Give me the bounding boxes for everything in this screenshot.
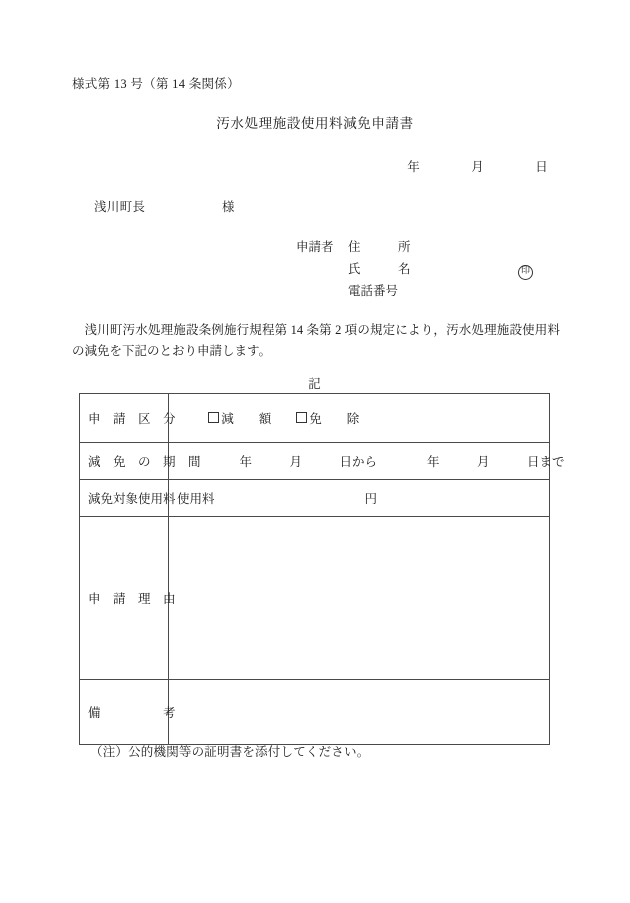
page-title: 汚水処理施設使用料減免申請書: [216, 116, 414, 131]
applicant-address-label: 住 所: [348, 240, 411, 254]
body-paragraph: 浅川町汚水処理施設条例施行規程第 14 条第 2 項の規定により，汚水処理施設使用料の減免を下記のとおり申請します。: [72, 323, 560, 358]
table-row: [80, 517, 550, 680]
applicant-phone-label: 電話番号: [348, 284, 399, 298]
date-line: 年 月 日: [407, 160, 548, 174]
table-row: [80, 394, 550, 443]
applicant-row-name: [296, 258, 533, 280]
row-label-reason: 申 請 理 由: [80, 517, 169, 680]
ki-marker: 記: [308, 377, 321, 391]
footnote: （注）公的機関等の証明書を添付してください。: [90, 745, 370, 759]
checkbox-label-exemption: 免 除: [309, 412, 360, 426]
table-row: [80, 680, 550, 745]
applicant-group-label: 申請者: [296, 240, 334, 254]
row-label-target-fee: 減免対象使用料: [80, 480, 169, 517]
checkbox-icon-exemption[interactable]: [296, 412, 307, 423]
application-table: [79, 393, 565, 745]
row-label-remarks: 備 考: [80, 680, 169, 745]
table-row: [80, 480, 550, 517]
applicant-block: [296, 236, 533, 302]
table-row: [80, 443, 550, 480]
form-number: 様式第 13 号（第 14 条関係）: [72, 77, 240, 91]
applicant-row-phone: [296, 280, 533, 302]
applicant-name-label: 氏 名: [348, 262, 411, 276]
checkbox-icon-reduction[interactable]: [208, 412, 219, 423]
row-value-reduction-period[interactable]: 年 月 日から 年 月 日まで: [169, 443, 550, 480]
row-value-target-fee[interactable]: 使用料 円: [169, 480, 550, 517]
row-value-remarks[interactable]: [169, 680, 550, 745]
row-label-reduction-period: 減 免 の 期 間: [80, 443, 169, 480]
seal-icon: 印: [518, 265, 533, 280]
row-value-reason[interactable]: [169, 517, 550, 680]
checkbox-label-reduction: 減 額: [221, 412, 272, 426]
addressee-line: 浅川町長 様: [94, 200, 235, 214]
row-label-application-category: 申 請 区 分: [80, 394, 169, 443]
row-value-application-category: [169, 394, 550, 443]
applicant-row-address: [296, 236, 533, 258]
